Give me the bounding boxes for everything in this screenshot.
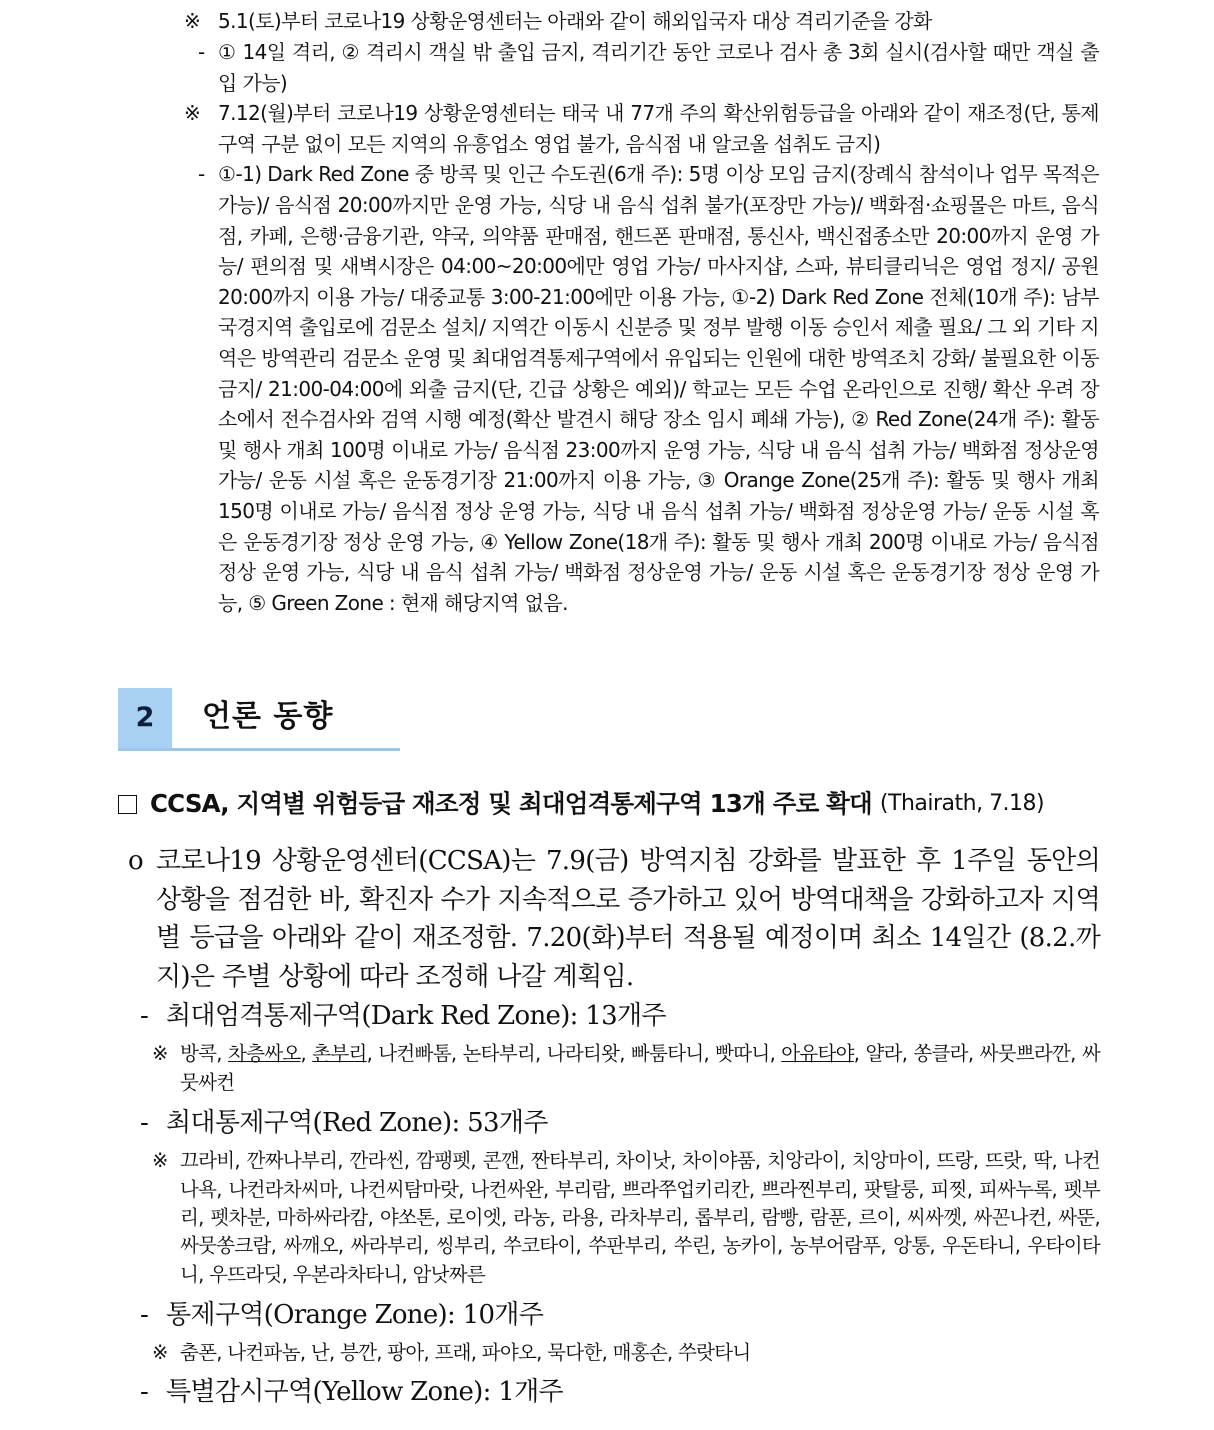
paragraph-marker: o: [128, 846, 143, 876]
zone-heading: [128, 996, 1100, 1036]
province-list-text: [180, 1040, 1100, 1097]
province-list: [152, 1147, 1100, 1289]
zone-title: 통제구역(Orange Zone): 10개주: [166, 1300, 544, 1331]
province-list: [152, 1040, 1100, 1097]
notes-block: [184, 6, 1099, 618]
province-names: , 나컨빠톰, 논타부리, 나라티왓, 빠툼타니, 빳따니,: [366, 1042, 782, 1066]
province-list-text: [180, 1339, 1100, 1367]
note-row: [184, 98, 1099, 159]
paragraph-text: 코로나19 상황운영센터(CCSA)는 7.9(금) 방역지침 강화를 발표한 후 1주일 동안의 상황을 점검한 바, 확진자 수가 지속적으로 증가하고 있어 방역대책을 강화하고자 지역별 등급을 아래와 같이 재조정함. 7.20(화)부터 적용될 예정이며 최소 14일간 (8.2.까지)은 주별 상황에 따라 조정해 나갈 계획임.: [156, 846, 1100, 992]
note-marker: -: [198, 40, 205, 64]
zone-marker: -: [140, 1300, 149, 1331]
province-name-underlined: 아유타야: [781, 1042, 854, 1066]
province-name-underlined: 차층싸오: [227, 1042, 301, 1066]
province-names: ,: [300, 1042, 313, 1066]
article-body: [128, 842, 1100, 1412]
zone-marker: -: [140, 1376, 149, 1407]
zone-marker: -: [140, 1001, 149, 1032]
note-row: [184, 159, 1099, 618]
zone-heading: [128, 1372, 1100, 1412]
zone-heading: [128, 1295, 1100, 1335]
province-list: [152, 1339, 1100, 1367]
zone-title: 최대엄격통제구역(Dark Red Zone): 13개주: [166, 1001, 666, 1032]
note-text: 5.1(토)부터 코로나19 상황운영센터는 아래와 같이 해외입국자 대상 격리기준을 강화: [218, 9, 932, 33]
note-row: [184, 37, 1099, 98]
province-names: 춤폰, 나컨파놈, 난, 븡깐, 팡아, 프래, 파야오, 묵다한, 매홍손, 쑤랏타니: [180, 1341, 751, 1365]
province-names: 방콕,: [180, 1042, 228, 1066]
headline-text: CCSA, 지역별 위험등급 재조정 및 최대엄격통제구역 13개 주로 확대: [150, 789, 872, 818]
article-headline: [118, 786, 1108, 822]
province-names: , 얄라, 쏭클라, 싸뭇쁘라깐, 싸뭇싸컨: [180, 1042, 1100, 1094]
section-number: 2: [118, 688, 172, 748]
note-row: [184, 6, 1099, 37]
zone-heading: [128, 1103, 1100, 1143]
note-text: ① 14일 격리, ② 격리시 객실 밖 출입 금지, 격리기간 동안 코로나 검사 총 3회 실시(검사할 때만 객실 출입 가능): [218, 40, 1099, 95]
note-text: ①-1) Dark Red Zone 중 방콕 및 인근 수도권(6개 주): 5명 이상 모임 금지(장례식 참석이나 업무 목적은 가능)/ 음식점 20:00까지만 운영 가능, 식당 내 음식 섭취 불가(포장만 가능)/ 백화점·쇼핑몰은 마트, 음식점, 카페, 은행·금융기관, 약국, 의약품 판매점, 핸드폰 판매점, 통신사, 백신접종소만 20:00까지 운영 가능/ 편의점 및 새벽시장은 04:00~20:00에만 영업 가능/ 마사지샵, 스파, 뷰티클리닉은 영업 정지/ 공원 20:00까지 이용 가능/ 대중교통 3:00-21:00에만 이용 가능, ①-2) Dark Red Zone 전체(10개 주): 남부국경지역 출입로에 검문소 설치/ 지역간 이동시 신분증 및 정부 발행 이동 승인서 제출 필요/ 그 외 기타 지역은 방역관리 검문소 운영 및 최대엄격통제구역에서 유입되는 인원에 대한 방역조치 강화/ 불필요한 이동 금지/ 21:00-04:00에 외출 금지(단, 긴급 상황은 예외)/ 학교는 모든 수업 온라인으로 진행/ 확산 우려 장소에서 전수검사와 검역 시행 예정(확산 발견시 해당 장소 임시 폐쇄 가능), ② Red Zone(24개 주): 활동 및 행사 개최 100명 이내로 가능/ 음식점 23:00까지 운영 가능, 식당 내 음식 섭취 가능/ 백화점 정상운영 가능/ 운동 시설 혹은 운동경기장 21:00까지 이용 가능, ③ Orange Zone(25개 주): 활동 및 행사 개최 150명 이내로 가능/ 음식점 정상 운영 가능, 식당 내 음식 섭취 가능/ 백화점 정상운영 가능/ 운동 시설 혹은 운동경기장 정상 운영 가능, ④ Yellow Zone(18개 주): 활동 및 행사 개최 200명 이내로 가능/ 음식점 정상 운영 가능, 식당 내 음식 섭취 가능/ 백화점 정상운영 가능/ 운동 시설 혹은 운동경기장 정상 운영 가능, ⑤ Green Zone : 현재 해당지역 없음.: [218, 162, 1099, 615]
zone-title: 특별감시구역(Yellow Zone): 1개주: [166, 1376, 563, 1407]
note-marker: -: [198, 162, 205, 187]
province-list-text: [180, 1147, 1100, 1289]
zone-title: 최대통제구역(Red Zone): 53개주: [166, 1108, 548, 1139]
province-list-marker: ※: [152, 1042, 168, 1066]
note-text: 7.12(월)부터 코로나19 상황운영센터는 태국 내 77개 주의 확산위험등급을 아래와 같이 재조정(단, 통제구역 구분 없이 모든 지역의 유흥업소 영업 불가, 음식점 내 알코올 섭취도 금지): [218, 101, 1099, 156]
checkbox-square-icon: [118, 795, 137, 814]
section-header: [118, 688, 400, 751]
headline-source: (Thairath, 7.18): [879, 791, 1045, 816]
province-name-underlined: 촌부리: [312, 1042, 367, 1066]
zone-marker: -: [140, 1108, 149, 1139]
province-list-marker: ※: [152, 1149, 168, 1173]
province-names: 끄라비, 깐짜나부리, 깐라씬, 깜팽펫, 콘깬, 짠타부리, 차이낫, 차이야품, 치앙라이, 치앙마이, 뜨랑, 뜨랏, 딱, 나컨나욕, 나컨라차씨마, 나컨씨탐마랏, 나컨싸완, 부리람, 쁘라쭈업키리칸, 쁘라찐부리, 팟탈룽, 피찟, 피싸누록, 펫부리, 펫차분, 마하싸라캄, 야쏘톤, 로이엣, 라농, 라용, 라차부리, 롭부리, 람빵, 람푼, 르이, 씨싸껫, 싸꼰나컨, 싸뚠, 싸뭇쏭크람, 싸깨오, 싸라부리, 씽부리, 쑤코타이, 쑤판부리, 쑤린, 농카이, 농부어람푸, 앙통, 우돈타니, 우타이타니, 우뜨라딧, 우본라차타니, 암낫짜른: [180, 1149, 1100, 1286]
zone-list: [128, 996, 1100, 1411]
note-marker: ※: [184, 9, 201, 33]
article-paragraph: [128, 842, 1100, 996]
section-title: 언론 동향: [202, 699, 334, 734]
note-marker: ※: [184, 101, 201, 126]
province-list-marker: ※: [152, 1341, 168, 1365]
